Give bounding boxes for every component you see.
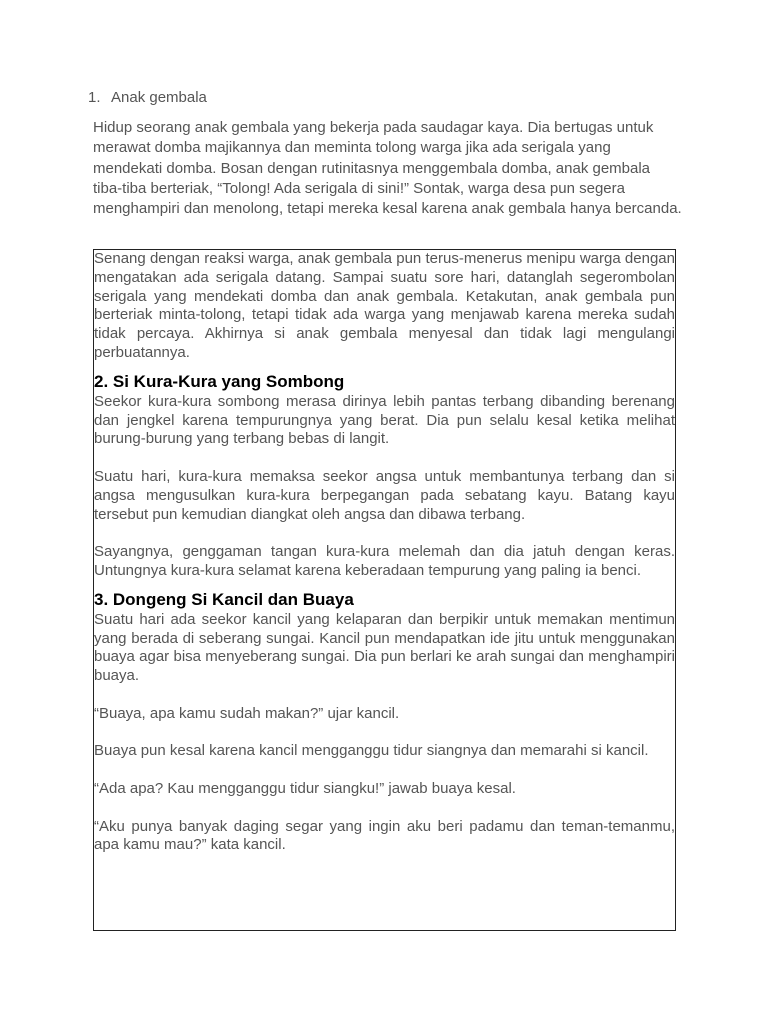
section2-heading: 2. Si Kura-Kura yang Sombong: [94, 371, 345, 391]
section3-paragraph: Buaya pun kesal karena kancil mengganggu tidur siangnya dan memarahi si kancil.: [94, 742, 649, 760]
section1-title: Anak gembala: [111, 89, 207, 106]
section3-paragraph: Suatu hari ada seekor kancil yang kelaparan dan berpikir untuk memakan mentimun yang berada di seberang sungai. Kancil pun mendapatkan ide jitu untuk menggunakan buaya agar bisa menyeberang sungai. Dia pun berlari ke arah sungai dan menghampiri buaya.: [94, 610, 675, 685]
section1-intro-paragraph: Hidup seorang anak gembala yang bekerja pada saudagar kaya. Dia bertugas untuk merawat domba majikannya dan meminta tolong warga jika ada serigala yang mendekati domba. Bosan dengan rutinitasnya menggembala domba, anak gembala tiba-tiba berteriak, “Tolong! Ada serigala di sini!” Sontak, warga desa pun segera menghampiri dan menolong, tetapi mereka kesal karena anak gembala hanya bercanda.: [93, 119, 682, 218]
section3-paragraph: “Buaya, apa kamu sudah makan?” ujar kancil.: [94, 704, 400, 722]
section3-paragraph: “Aku punya banyak daging segar yang ingin aku beri padamu dan teman-temanmu, apa kamu mau?” kata kancil.: [94, 817, 675, 854]
section1-heading: [88, 88, 207, 107]
section1-continuation-paragraph: Senang dengan reaksi warga, anak gembala pun terus-menerus menipu warga dengan mengatakan ada serigala datang. Sampai suatu sore hari, datanglah segerombolan serigala yang mendekati domba dan anak gembala. Ketakutan, anak gembala pun berteriak minta-tolong, tetapi tidak ada warga yang menjawab karena mereka sudah tidak percaya. Akhirnya si anak gembala menyesal dan tidak lagi mengulangi perbuatannya.: [94, 250, 675, 361]
section2-paragraph: Suatu hari, kura-kura memaksa seekor angsa untuk membantunya terbang dan si angsa mengusulkan kura-kura berpegangan pada sebatang kayu. Batang kayu tersebut pun kemudian diangkat oleh angsa dan dibawa terbang.: [94, 467, 675, 523]
section3-heading: 3. Dongeng Si Kancil dan Buaya: [94, 589, 354, 609]
section2-paragraph: Seekor kura-kura sombong merasa dirinya lebih pantas terbang dibanding berenang dan jengkel karena tempurungnya yang berat. Dia pun selalu kesal ketika melihat burung-burung yang terbang bebas di langit.: [94, 392, 675, 448]
section3-paragraph: “Ada apa? Kau mengganggu tidur siangku!” jawab buaya kesal.: [94, 779, 516, 797]
list-number: 1.: [88, 89, 101, 106]
section2-paragraph: Sayangnya, genggaman tangan kura-kura melemah dan dia jatuh dengan keras. Untungnya kura-kura selamat karena keberadaan tempurung yang paling ia benci.: [94, 543, 675, 579]
story-text-box: [93, 249, 676, 931]
